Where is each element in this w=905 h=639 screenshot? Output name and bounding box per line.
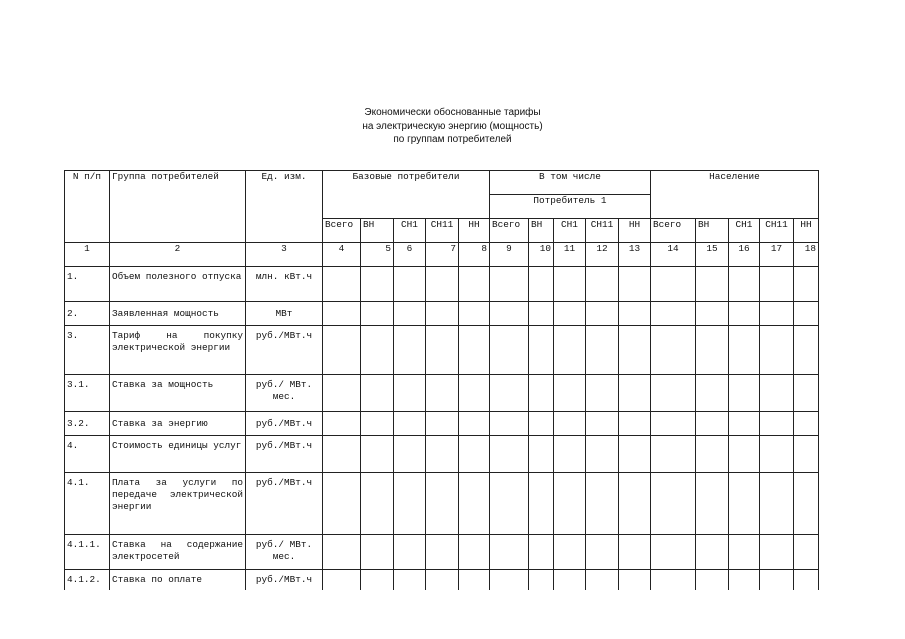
value-cell [459,302,490,326]
row-name: Ставка на содержание электросетей [110,535,246,570]
value-cell [323,535,361,570]
page-title [0,106,905,147]
value-cell [651,412,696,436]
value-cell [794,326,819,375]
col-number: 13 [619,243,651,267]
value-cell [729,375,760,412]
table-row [65,473,819,535]
header-num: N п/п [65,171,110,243]
title-line-2: на электрическую энергию (мощность) [362,120,543,132]
value-cell [529,267,554,302]
value-cell [651,535,696,570]
value-cell [619,535,651,570]
row-number: 3.1. [65,375,110,412]
col-number: 15 [696,243,729,267]
value-cell [426,436,459,473]
value-cell [729,326,760,375]
value-cell [696,326,729,375]
header-unit: Ед. изм. [246,171,323,243]
value-cell [361,535,394,570]
table-row [65,267,819,302]
value-cell [394,375,426,412]
row-number: 4.1.1. [65,535,110,570]
value-cell [760,436,794,473]
value-cell [619,375,651,412]
value-cell [729,535,760,570]
value-cell [459,375,490,412]
value-cell [554,535,586,570]
value-cell [361,375,394,412]
value-cell [696,267,729,302]
value-cell [459,326,490,375]
value-cell [619,473,651,535]
col-number: 17 [760,243,794,267]
col-number: 2 [110,243,246,267]
row-unit: руб./МВт.ч [246,473,323,535]
value-cell [529,473,554,535]
row-unit: руб./МВт.ч [246,436,323,473]
subheader-cell: НН [459,219,490,243]
table-row [65,302,819,326]
row-name: Тариф на покупку электрической энергии [110,326,246,375]
title-line-3: по группам потребителей [393,134,512,145]
subheader-cell: ВН [529,219,554,243]
tariffs-table [64,170,819,600]
header-consumer-1: Потребитель 1 [490,195,651,219]
subheader-cell: СН11 [586,219,619,243]
value-cell [760,412,794,436]
value-cell [651,267,696,302]
row-name: Ставка за мощность [110,375,246,412]
value-cell [490,436,529,473]
value-cell [554,436,586,473]
value-cell [490,412,529,436]
value-cell [394,436,426,473]
value-cell [760,473,794,535]
value-cell [586,436,619,473]
value-cell [426,302,459,326]
row-name: Стоимость единицы услуг [110,436,246,473]
col-number: 8 [459,243,490,267]
row-number: 1. [65,267,110,302]
table-row [65,326,819,375]
value-cell [760,302,794,326]
value-cell [459,267,490,302]
value-cell [794,436,819,473]
subheader-cell: ВН [361,219,394,243]
col-number: 14 [651,243,696,267]
value-cell [729,473,760,535]
value-cell [361,326,394,375]
value-cell [529,302,554,326]
value-cell [729,302,760,326]
value-cell [586,326,619,375]
table-row [65,436,819,473]
row-unit: руб./МВт.ч [246,326,323,375]
col-number: 18 [794,243,819,267]
value-cell [459,473,490,535]
value-cell [323,267,361,302]
table-row [65,535,819,570]
header-including: В том числе [490,171,651,195]
value-cell [323,326,361,375]
value-cell [323,473,361,535]
value-cell [323,302,361,326]
subheader-cell: СН1 [554,219,586,243]
value-cell [586,267,619,302]
value-cell [361,302,394,326]
value-cell [459,535,490,570]
subheader-cell: НН [794,219,819,243]
value-cell [794,302,819,326]
value-cell [529,535,554,570]
subheader-cell: ВН [696,219,729,243]
subheader-cell: НН [619,219,651,243]
col-number: 9 [490,243,529,267]
value-cell [426,412,459,436]
value-cell [729,267,760,302]
value-cell [619,412,651,436]
value-cell [394,473,426,535]
row-name: Заявленная мощность [110,302,246,326]
table-row [65,375,819,412]
value-cell [554,412,586,436]
value-cell [794,412,819,436]
value-cell [729,412,760,436]
value-cell [490,267,529,302]
row-unit: руб./ МВт. мес. [246,375,323,412]
col-number: 3 [246,243,323,267]
row-name: Плата за услуги по передаче электрической энергии [110,473,246,535]
value-cell [696,436,729,473]
row-number: 4.1.2. [65,570,110,600]
value-cell [651,326,696,375]
value-cell [651,375,696,412]
value-cell [529,436,554,473]
value-cell [323,375,361,412]
header-group: Группа потребителей [110,171,246,243]
value-cell [554,326,586,375]
col-number: 4 [323,243,361,267]
value-cell [554,375,586,412]
value-cell [760,375,794,412]
col-number: 6 [394,243,426,267]
table-row [65,412,819,436]
row-number: 4. [65,436,110,473]
col-number: 16 [729,243,760,267]
value-cell [529,375,554,412]
value-cell [651,473,696,535]
value-cell [394,535,426,570]
row-unit: руб./ МВт. мес. [246,535,323,570]
value-cell [586,302,619,326]
value-cell [529,412,554,436]
value-cell [794,267,819,302]
row-number: 4.1. [65,473,110,535]
value-cell [651,436,696,473]
value-cell [586,375,619,412]
row-unit: млн. кВт.ч [246,267,323,302]
row-name: Ставка по оплате [110,570,246,600]
value-cell [490,473,529,535]
value-cell [361,267,394,302]
value-cell [619,436,651,473]
value-cell [696,412,729,436]
value-cell [361,473,394,535]
value-cell [729,436,760,473]
value-cell [490,326,529,375]
value-cell [394,326,426,375]
value-cell [760,326,794,375]
data-rows [65,267,819,600]
value-cell [426,535,459,570]
value-cell [696,375,729,412]
col-number: 12 [586,243,619,267]
value-cell [361,412,394,436]
value-cell [459,412,490,436]
value-cell [459,436,490,473]
subheader-cell: СН11 [760,219,794,243]
value-cell [586,473,619,535]
value-cell [426,326,459,375]
subheader-cell: Всего [651,219,696,243]
subheader-cell: СН1 [729,219,760,243]
value-cell [323,412,361,436]
value-cell [554,302,586,326]
col-number: 7 [426,243,459,267]
value-cell [696,535,729,570]
value-cell [426,375,459,412]
value-cell [586,412,619,436]
row-unit: руб./МВт.ч [246,570,323,600]
value-cell [760,535,794,570]
column-number-row [65,243,819,267]
value-cell [794,535,819,570]
value-cell [651,302,696,326]
header-row-1 [65,171,819,195]
value-cell [394,302,426,326]
row-number: 3.2. [65,412,110,436]
subheader-cell: Всего [490,219,529,243]
row-number: 3. [65,326,110,375]
value-cell [394,267,426,302]
header-population: Население [651,171,819,219]
col-number: 10 [529,243,554,267]
value-cell [696,473,729,535]
value-cell [554,473,586,535]
row-unit: руб./МВт.ч [246,412,323,436]
value-cell [394,412,426,436]
value-cell [490,375,529,412]
header-base: Базовые потребители [323,171,490,219]
value-cell [760,267,794,302]
row-name: Объем полезного отпуска [110,267,246,302]
page-bottom-edge [0,590,905,639]
value-cell [619,326,651,375]
subheader-cell: Всего [323,219,361,243]
row-name: Ставка за энергию [110,412,246,436]
value-cell [696,302,729,326]
value-cell [529,326,554,375]
value-cell [794,473,819,535]
value-cell [490,535,529,570]
value-cell [361,436,394,473]
subheader-cell: СН11 [426,219,459,243]
value-cell [586,535,619,570]
value-cell [426,267,459,302]
subheader-cell: СН1 [394,219,426,243]
value-cell [794,375,819,412]
value-cell [619,267,651,302]
value-cell [619,302,651,326]
value-cell [426,473,459,535]
col-number: 1 [65,243,110,267]
value-cell [323,436,361,473]
col-number: 11 [554,243,586,267]
title-line-1: Экономически обоснованные тарифы [364,107,541,118]
row-number: 2. [65,302,110,326]
value-cell [490,302,529,326]
value-cell [554,267,586,302]
col-number: 5 [361,243,394,267]
row-unit: МВт [246,302,323,326]
